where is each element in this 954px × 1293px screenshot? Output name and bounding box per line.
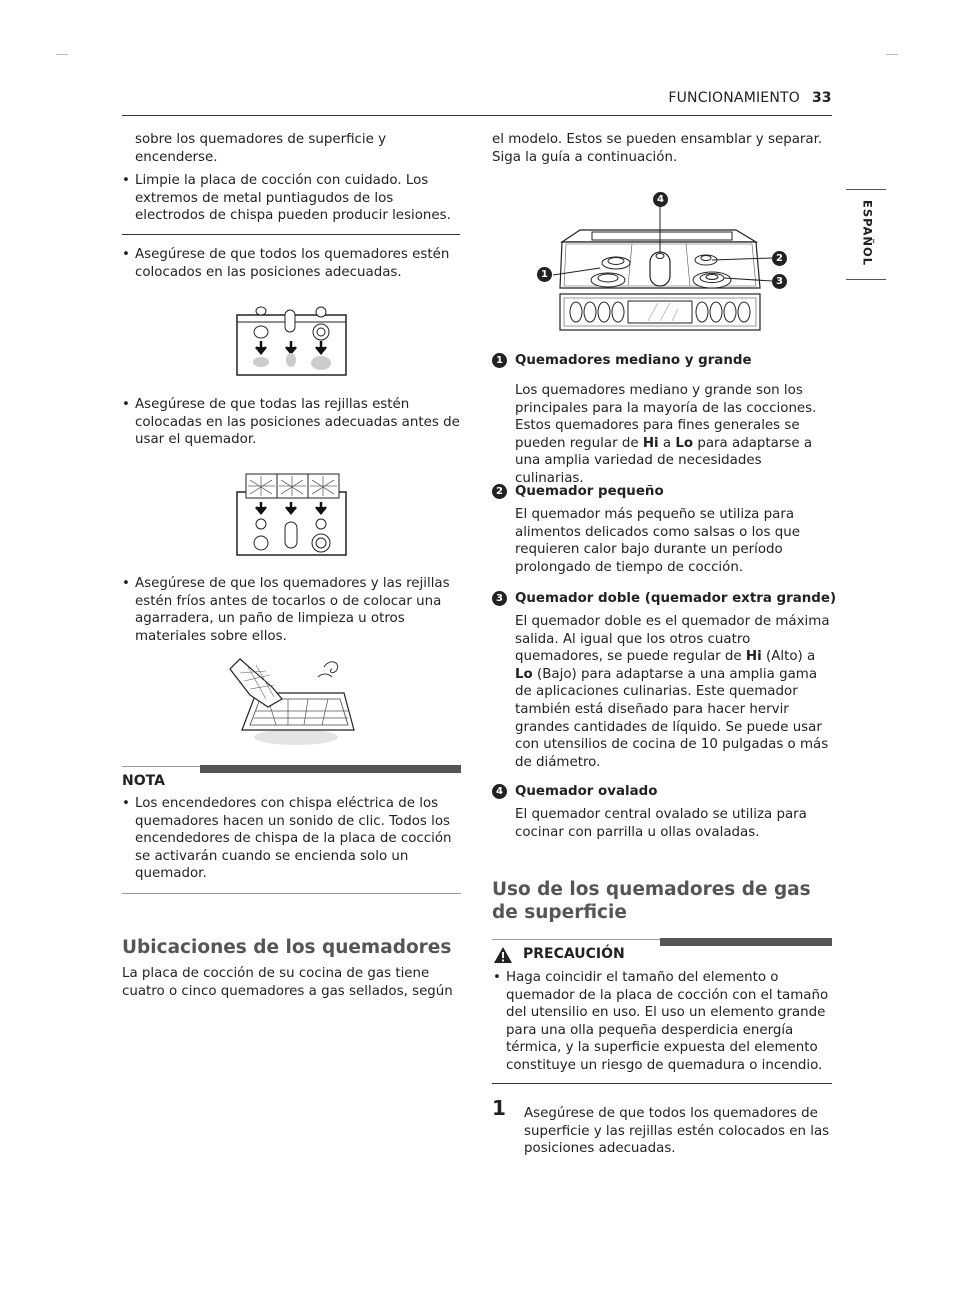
burner-placement-figure bbox=[236, 305, 348, 377]
header-rule bbox=[122, 115, 832, 116]
crop-mark-right bbox=[886, 54, 898, 55]
item-3-hi: Hi bbox=[745, 649, 762, 665]
item-1-title bbox=[496, 352, 752, 370]
item-4-number: 4 bbox=[492, 784, 507, 799]
caution-title: PRECAUCIÓN bbox=[523, 946, 625, 962]
intro-continuation: sobre los quemadores de superficie y encenderse. bbox=[135, 132, 387, 165]
burner-locations-text-cont: el modelo. Estos se pueden ensamblar y separar. Siga la guía a continuación. bbox=[492, 132, 823, 165]
callout-4: 4 bbox=[653, 192, 668, 207]
item-1-text-a: Los quemadores mediano y grande son los principales para la mayoría de las cocciones. Estos quemadores para fines generales se pueden regular de bbox=[515, 383, 817, 451]
item-1-title-text: Quemadores mediano y grande bbox=[515, 353, 752, 368]
item-2-title-text: Quemador pequeño bbox=[515, 484, 664, 499]
divider-rule bbox=[122, 234, 460, 235]
crop-mark-left bbox=[56, 54, 68, 55]
caution-bottom-rule bbox=[492, 1083, 832, 1084]
item-2-text: El quemador más pequeño se utiliza para alimentos delicados como salsas o los que requieren calor bajo durante un período prolongado de tiempo de cocción. bbox=[515, 507, 800, 575]
caution-heading-bar bbox=[660, 938, 832, 946]
bullet-grate-positions: • Asegúrese de que todas las rejillas estén colocadas en las posiciones adecuadas antes de usar el quemador. bbox=[135, 396, 460, 449]
item-4-text: El quemador central ovalado se utiliza para cocinar con parrilla u ollas ovaladas. bbox=[515, 807, 807, 840]
caution-text: • Haga coincidir el tamaño del elemento o quemador de la placa de cocción con el tamaño del utensilio en uso. El uso un elemento grande para una olla pequeña desperdicia energía térmica, y la superficie expuesta del elemento constituye un riesgo de quemadura o incendio. bbox=[506, 969, 832, 1075]
item-3-text-a: El quemador doble es el quemador de máxima salida. Al igual que los otros cuatro quemadores, se puede regular de bbox=[515, 614, 830, 665]
item-1-hi: Hi bbox=[642, 435, 659, 451]
step-1-text: Asegúrese de que todos los quemadores de superficie y las rejillas estén colocados en las posiciones adecuadas. bbox=[524, 1106, 830, 1157]
caution-top-thin-rule bbox=[492, 939, 660, 940]
language-tab bbox=[846, 189, 886, 280]
usage-heading: Uso de los quemadores de gas de superficie bbox=[492, 879, 811, 923]
item-3-title-text: Quemador doble (quemador extra grande) bbox=[515, 591, 837, 606]
language-tab-label: ESPAÑOL bbox=[860, 200, 875, 267]
item-1-text bbox=[515, 382, 833, 488]
item-3-text bbox=[515, 613, 833, 771]
grate-placement-figure bbox=[236, 472, 348, 557]
item-2-number: 2 bbox=[492, 484, 507, 499]
note-top-thin-rule bbox=[122, 766, 200, 767]
note-text: • Los encendedores con chispa eléctrica de los quemadores hacen un sonido de clic. Todos los encendedores de chispa de la placa de cocción se activarán cuando se encienda solo un quemador. bbox=[135, 795, 460, 883]
note-bottom-rule bbox=[122, 893, 461, 894]
item-4-title bbox=[496, 783, 658, 801]
bullet-cool-before-touch: • Asegúrese de que los quemadores y las rejillas estén fríos antes de tocarlos o de colocar una agarradera, un paño de limpieza u otros materiales sobre ellos. bbox=[135, 575, 460, 645]
item-3-number: 3 bbox=[492, 591, 507, 606]
burner-locations-heading: Ubicaciones de los quemadores bbox=[122, 937, 452, 958]
note-heading-bar bbox=[200, 765, 461, 773]
burner-locations-text: La placa de cocción de su cocina de gas tiene cuatro o cinco quemadores a gas sellados, según bbox=[122, 966, 453, 999]
range-cooktop-figure bbox=[536, 190, 791, 332]
note-title: NOTA bbox=[122, 773, 165, 789]
callout-2: 2 bbox=[772, 251, 787, 266]
bullet-burner-positions: • Asegúrese de que todos los quemadores estén colocados en las posiciones adecuadas. bbox=[135, 246, 460, 281]
callout-1: 1 bbox=[537, 267, 552, 282]
item-3-lo: Lo bbox=[515, 666, 533, 682]
item-1-lo: Lo bbox=[675, 435, 694, 451]
item-1-mid: a bbox=[658, 435, 676, 451]
item-1-number: 1 bbox=[492, 353, 507, 368]
item-2-title bbox=[496, 483, 664, 501]
item-4-title-text: Quemador ovalado bbox=[515, 784, 658, 799]
page-number: 33 bbox=[812, 90, 832, 106]
warning-triangle-icon bbox=[493, 946, 513, 964]
section-title: FUNCIONAMIENTO bbox=[668, 90, 800, 106]
item-3-title bbox=[496, 590, 837, 608]
callout-3: 3 bbox=[772, 274, 787, 289]
step-1-number: 1 bbox=[492, 1096, 506, 1120]
item-3-mid: (Alto) a bbox=[761, 649, 816, 665]
item-3-text-b: (Bajo) para adaptarse a una amplia gama de aplicaciones culinarias. Este quemador también está diseñado para hacer hervir grandes cantidades de líquido. Se puede usar con utensilios de cocina de 10 pulgadas o más de diámetro. bbox=[515, 666, 829, 770]
hot-cooktop-figure bbox=[228, 655, 358, 750]
bullet-clean-cooktop: • Limpie la placa de cocción con cuidado. Los extremos de metal puntiagudos de los electrodos de chispa pueden producir lesiones. bbox=[135, 172, 460, 225]
item-1-text-b: para adaptarse a una amplia variedad de necesidades culinarias. bbox=[515, 435, 813, 486]
